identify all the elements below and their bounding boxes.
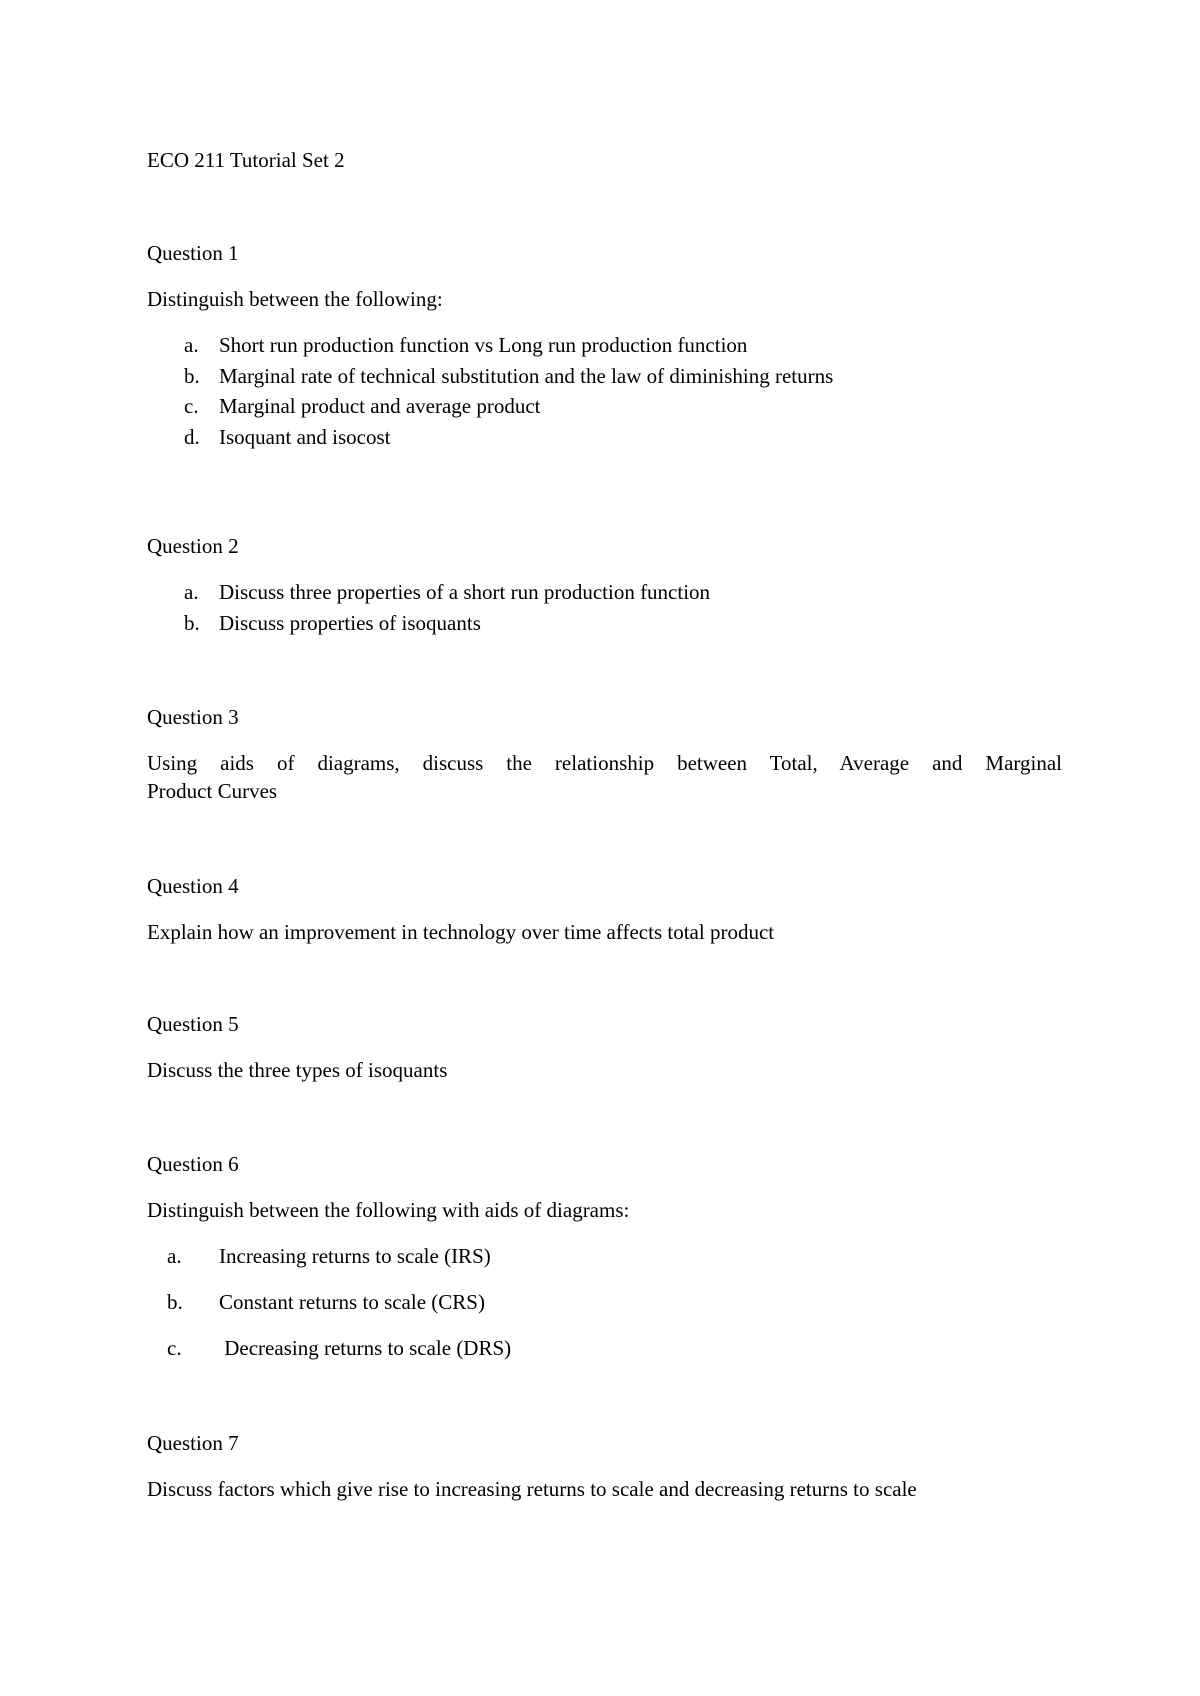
list-item — [147, 362, 1062, 393]
question-1-heading: Question 1 — [147, 241, 239, 265]
list-item-text: Increasing returns to scale (IRS) — [219, 1244, 491, 1268]
question-7-prompt: Discuss factors which give rise to increasing returns to scale and decreasing returns to scale — [147, 1477, 917, 1501]
list-marker: c. — [167, 1336, 182, 1360]
list-item-text: Short run production function vs Long run production function — [219, 333, 748, 357]
question-2-list — [147, 578, 1062, 639]
document-title — [147, 146, 1062, 174]
list-item-text: Marginal rate of technical substitution and the law of diminishing returns — [219, 363, 834, 388]
question-5-heading: Question 5 — [147, 1012, 239, 1036]
list-item-text: Constant returns to scale (CRS) — [219, 1290, 485, 1314]
list-marker: c. — [184, 394, 199, 418]
question-1-prompt: Distinguish between the following: — [147, 287, 443, 311]
list-item-text: Marginal product and average product — [219, 394, 541, 418]
question-6-list — [147, 1242, 1062, 1380]
list-item — [147, 331, 1062, 362]
question-5-prompt: Discuss the three types of isoquants — [147, 1058, 448, 1082]
list-item — [147, 1334, 1062, 1380]
question-7-heading: Question 7 — [147, 1431, 239, 1455]
list-marker: b. — [184, 610, 200, 635]
list-item-text: Discuss properties of isoquants — [219, 610, 481, 635]
list-item — [147, 423, 1062, 454]
list-item-text: Discuss three properties of a short run production function — [219, 580, 711, 604]
title-text: ECO 211 Tutorial Set 2 — [147, 148, 345, 172]
list-item — [147, 609, 1062, 640]
list-marker: d. — [184, 424, 200, 449]
question-3-heading: Question 3 — [147, 705, 239, 729]
list-item — [147, 1288, 1062, 1334]
question-2-heading: Question 2 — [147, 534, 239, 558]
list-marker: a. — [184, 333, 199, 357]
question-6-heading: Question 6 — [147, 1152, 239, 1176]
list-marker: a. — [167, 1244, 182, 1268]
prompt-line-2: Product Curves — [147, 779, 278, 803]
list-item — [147, 1242, 1062, 1288]
list-item-text: Isoquant and isocost — [219, 424, 391, 449]
question-1-list — [147, 331, 1062, 453]
question-3-prompt — [147, 749, 1062, 805]
question-4-prompt: Explain how an improvement in technology over time affects total product — [147, 920, 775, 944]
question-4-heading: Question 4 — [147, 874, 239, 898]
list-marker: a. — [184, 580, 199, 604]
prompt-line-1: Using aids of diagrams, discuss the relationship between Total, Average and Marginal — [147, 751, 1062, 775]
list-marker: b. — [167, 1290, 183, 1314]
question-6-prompt: Distinguish between the following with aids of diagrams: — [147, 1198, 630, 1222]
list-item-text: Decreasing returns to scale (DRS) — [219, 1336, 512, 1360]
list-marker: b. — [184, 363, 200, 388]
list-item — [147, 578, 1062, 609]
list-item — [147, 392, 1062, 423]
